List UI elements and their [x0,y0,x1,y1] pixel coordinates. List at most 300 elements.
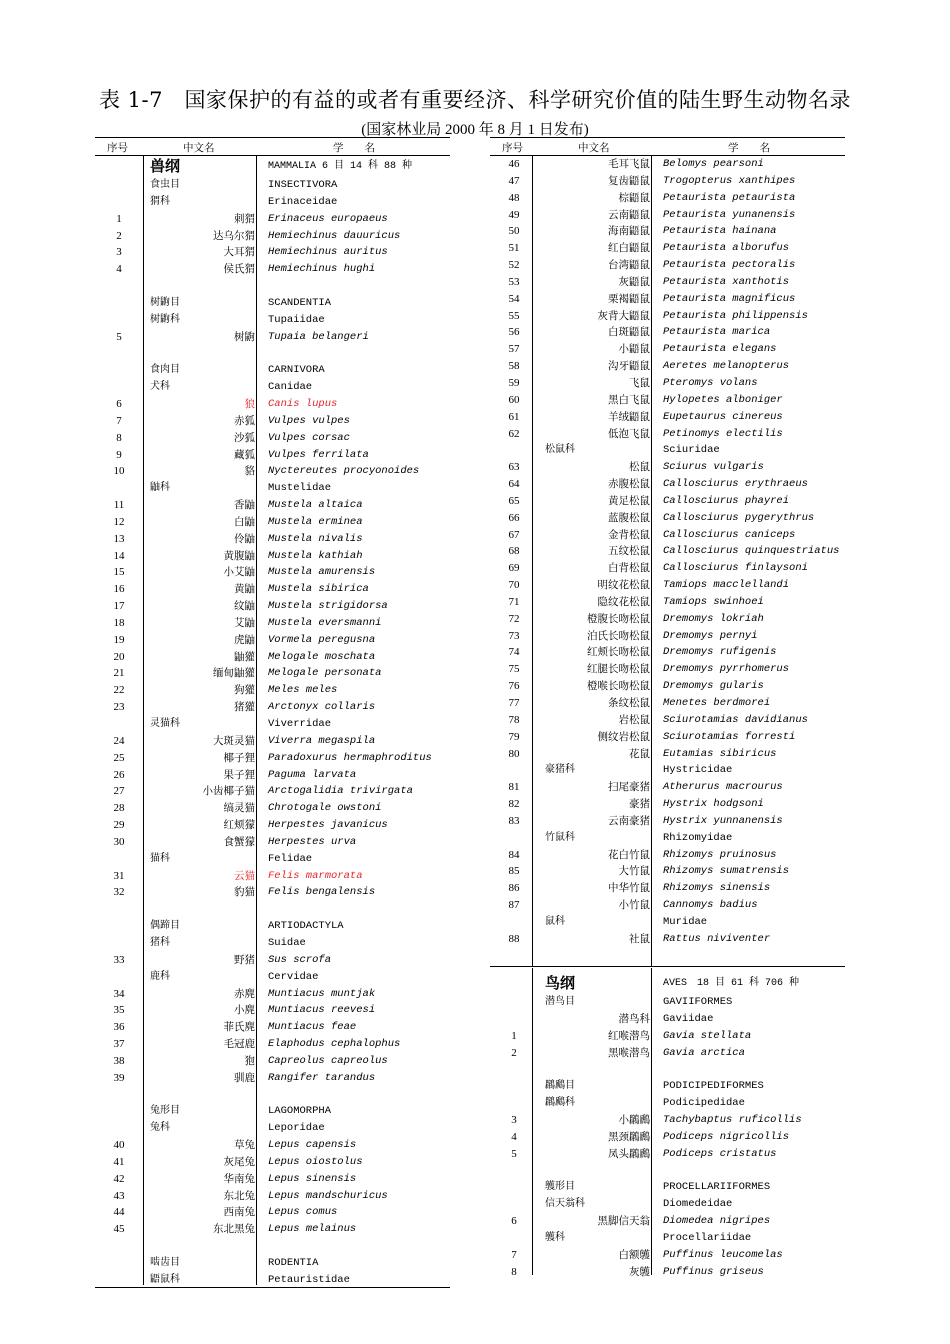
species-sci-name: Lepus sinensis [268,1172,357,1185]
species-cn-name: 东北兔 [223,1189,255,1202]
species-cn-name: 社鼠 [629,932,650,945]
row-number: 7 [116,414,122,427]
taxon-group-name: 松鼠科 [545,444,575,456]
table-row [490,830,845,847]
species-sci-name: Dremomys gularis [663,680,764,693]
row-number: 45 [113,1223,125,1236]
taxon-group-name: 啮齿目 [150,1257,180,1268]
table-row [95,1137,450,1154]
taxon-group-sci: Sciuridae [663,444,720,457]
table-row [95,986,450,1003]
species-cn-name: 金背松鼠 [608,528,650,541]
table-row [490,173,845,190]
species-sci-name: Rhizomys pruinosus [663,848,777,861]
table-row [95,918,450,935]
row-number: 1 [511,1029,517,1042]
table-row [490,973,845,994]
row-number: 65 [508,494,520,507]
table-row [95,261,450,278]
species-cn-name: 大竹鼠 [618,865,650,878]
table-row [490,291,845,308]
species-sci-name: Mustela erminea [268,515,363,528]
species-cn-name: 小齿椰子猫 [202,785,255,798]
taxon-group-name: 鼠科 [545,915,565,927]
row-number: 66 [508,511,520,524]
table-row [95,884,450,901]
table-row [490,392,845,409]
species-cn-name: 羊绒鼯鼠 [608,410,650,423]
table-row [490,324,845,341]
table-row [490,931,845,948]
species-sci-name: Callosciurus caniceps [663,528,796,541]
species-cn-name: 花白竹鼠 [608,848,650,861]
species-cn-name: 灰背大鼯鼠 [597,309,650,322]
species-sci-name: Lepus comus [268,1206,338,1219]
row-number: 60 [508,393,520,406]
table-row [490,257,845,274]
species-cn-name: 刺猬 [234,212,255,225]
row-number: 1 [116,212,122,225]
species-cn-name: 小艾鼬 [223,566,255,579]
species-cn-name: 条纹松鼠 [608,697,650,709]
species-cn-name: 貉 [244,465,255,478]
table-row [490,375,845,392]
table-row [490,762,845,779]
row-number: 24 [113,734,125,747]
class-info: AVES 18 目 61 科 706 种 [663,978,800,989]
species-cn-name: 中华竹鼠 [608,882,650,895]
taxon-group-name: 鸊鷉科 [545,1097,575,1109]
row-number: 16 [113,583,125,596]
row-number: 34 [113,987,125,1000]
table-row [490,510,845,527]
row-number: 53 [508,275,520,288]
species-cn-name: 草兔 [234,1139,255,1152]
species-cn-name: 橙喉长吻松鼠 [587,680,650,693]
table-row [490,1045,845,1062]
species-sci-name: Vulpes corsac [268,431,350,444]
species-cn-name: 驯鹿 [234,1071,255,1084]
species-sci-name: Menetes berdmorei [663,697,771,709]
table-row [95,632,450,649]
row-number: 10 [113,465,125,478]
taxon-group-name: 兔科 [150,1122,170,1134]
species-sci-name: Tamiops macclellandi [663,579,790,592]
table-row [95,682,450,699]
species-cn-name: 红颊长吻松鼠 [587,646,650,659]
species-cn-name: 红腿长吻松鼠 [587,663,650,676]
species-sci-name: Eupetaurus cinereus [663,410,783,423]
row-number: 51 [508,242,520,255]
species-sci-name: Mustela strigidorsa [268,600,388,613]
species-cn-name: 缟灵猫 [223,802,255,815]
species-sci-name: Pteromys volans [663,376,758,389]
taxon-group-sci: Muridae [663,915,708,928]
species-cn-name: 棕鼯鼠 [618,191,650,204]
row-number: 17 [113,600,125,613]
row-number: 18 [113,616,125,629]
species-cn-name: 华南兔 [223,1172,255,1185]
species-sci-name: Tupaia belangeri [268,330,369,343]
taxon-group-sci: Petauristidae [268,1273,350,1286]
table-header [95,137,450,156]
species-sci-name: Callosciurus pygerythrus [663,511,815,524]
species-sci-name: Lepus capensis [268,1139,357,1152]
species-cn-name: 艾鼬 [234,616,255,629]
species-sci-name: Vulpes ferrilata [268,448,369,461]
row-number: 81 [508,781,520,794]
table-row [95,396,450,413]
species-sci-name: Mustela amurensis [268,566,376,579]
row-number: 26 [113,768,125,781]
table-row [95,935,450,952]
table-row [490,1196,845,1213]
species-sci-name: Sciurus vulgaris [663,461,764,474]
row-number: 20 [113,650,125,663]
species-cn-name: 泊氏长吻松鼠 [587,629,650,642]
species-sci-name: Hystrix hodgsoni [663,798,764,811]
row-number: 43 [113,1189,125,1202]
species-sci-name: Callosciurus quinquestriatus [663,545,840,558]
species-sci-name: Vulpes vulpes [268,414,350,427]
row-number: 74 [508,646,520,659]
row-number: 42 [113,1172,125,1185]
species-sci-name: Cannomys badius [663,899,758,912]
taxon-group-sci: Viverridae [268,718,332,730]
row-number: 69 [508,562,520,575]
table-row [490,1162,845,1179]
table-row [490,796,845,813]
table-row [490,661,845,678]
species-cn-name: 灰鼯鼠 [618,275,650,288]
species-sci-name: Tamiops swinhoei [663,595,764,608]
species-cn-name: 黑脚信天翁 [597,1214,650,1227]
species-cn-name: 果子狸 [223,768,255,781]
row-number: 52 [508,259,520,272]
species-list [490,156,845,948]
species-cn-name: 猪獾 [234,701,255,714]
row-number: 12 [113,515,125,528]
table-row [490,190,845,207]
table-row [490,493,845,510]
table-row [490,358,845,375]
species-sci-name: Podiceps cristatus [663,1147,777,1160]
table-row [95,834,450,851]
species-sci-name: Gavia stellata [663,1029,752,1042]
table-row [95,1036,450,1053]
species-sci-name: Atherurus macrourus [663,781,783,794]
table-row [490,628,845,645]
species-cn-name: 沟牙鼯鼠 [608,360,650,373]
species-sci-name: Chrotogale owstoni [268,802,382,815]
class-name: 鸟纲 [545,974,576,992]
species-sci-name: Nyctereutes procyonoides [268,465,420,478]
row-number: 50 [508,225,520,238]
species-sci-name: Mustela eversmanni [268,616,382,629]
table-row [95,362,450,379]
species-cn-name: 潜鸟科 [618,1012,650,1025]
species-cn-name: 蓝腹松鼠 [608,511,650,524]
row-number: 41 [113,1155,125,1168]
row-number: 57 [508,343,520,356]
species-sci-name: Tachybaptus ruficollis [663,1113,802,1126]
row-number: 35 [113,1004,125,1017]
species-cn-name: 松鼠 [629,461,650,474]
table-row [490,476,845,493]
table-row [95,750,450,767]
species-sci-name: Mustela nivalis [268,532,363,545]
species-cn-name: 明纹花松鼠 [597,579,650,592]
taxon-group-sci: Diomedeidae [663,1198,733,1211]
species-cn-name: 达乌尔猬 [213,229,255,242]
table-row [95,345,450,362]
taxon-group-sci: Rhizomyidae [663,831,733,844]
species-sci-name: Callosciurus phayrei [663,494,790,507]
species-cn-name: 红喉潜鸟 [608,1029,650,1042]
row-number: 55 [508,309,520,322]
species-sci-name: Puffinus leucomelas [663,1248,783,1261]
species-cn-name: 小竹鼠 [618,899,650,912]
species-cn-name: 飞鼠 [629,376,650,389]
species-cn-name: 香鼬 [234,499,255,512]
row-number: 56 [508,326,520,339]
species-sci-name: Petaurista philippensis [663,309,808,322]
species-sci-name: Muntiacus reevesi [268,1004,376,1017]
class-name: 兽纲 [150,157,181,175]
taxon-group-name: 灵猫科 [150,718,180,729]
row-number: 4 [116,263,122,276]
table-row [490,594,845,611]
species-sci-name: Arctogalidia trivirgata [268,785,413,798]
taxon-group-name: 竹鼠科 [545,831,575,843]
table-header [490,137,845,156]
species-sci-name: Erinaceus europaeus [268,212,388,225]
species-cn-name: 狼 [244,397,255,410]
table-row [95,548,450,565]
species-sci-name: Mustela kathiah [268,549,363,562]
table-row [95,1204,450,1221]
right-column [490,137,845,1278]
taxon-group-name: 食虫目 [150,179,180,190]
table-row [490,426,845,443]
row-number: 7 [511,1248,517,1261]
species-cn-name: 白鼬 [234,515,255,528]
row-number: 86 [508,882,520,895]
species-sci-name: Meles meles [268,684,338,697]
row-number: 85 [508,865,520,878]
species-cn-name: 凤头鸊鷉 [608,1147,650,1160]
table-row [95,817,450,834]
row-number: 38 [113,1054,125,1067]
row-number: 2 [116,229,122,242]
table-row [95,177,450,194]
table-row [95,733,450,750]
table-row [490,847,845,864]
row-number: 80 [508,747,520,760]
taxon-group-sci: PROCELLARIIFORMES [663,1181,771,1194]
row-number: 59 [508,376,520,389]
table-row [490,897,845,914]
taxon-group-name: 猪科 [150,936,170,948]
species-sci-name: Dremomys pyrrhomerus [663,663,790,676]
table-row [490,611,845,628]
row-number: 3 [116,246,122,259]
species-cn-name: 岩松鼠 [618,713,650,726]
row-number: 37 [113,1038,125,1051]
table-row [95,665,450,682]
row-number: 39 [113,1071,125,1084]
taxon-group-sci: SCANDENTIA [268,296,332,309]
header-sci: 学 名 [728,142,770,154]
species-sci-name: Elaphodus cephalophus [268,1038,401,1051]
species-sci-name: Dremomys rufigenis [663,646,777,659]
species-sci-name: Petaurista alborufus [663,242,790,255]
taxon-group-name: 鼬科 [150,482,170,494]
species-cn-name: 藏狐 [234,448,255,461]
species-cn-name: 台湾鼯鼠 [608,259,650,272]
taxon-group-name: 鹱形目 [545,1181,575,1193]
table-row [95,1171,450,1188]
table-row [95,1154,450,1171]
table-row [95,564,450,581]
row-number: 28 [113,802,125,815]
row-number: 73 [508,629,520,642]
species-cn-name: 赤狐 [234,414,255,427]
taxon-group-name: 信天翁科 [545,1198,585,1210]
species-sci-name: Callosciurus erythraeus [663,478,808,491]
table-row [95,800,450,817]
species-cn-name: 赤麂 [234,987,255,1000]
header-sci: 学 名 [333,142,375,154]
species-sci-name: Rangifer tarandus [268,1071,376,1084]
row-number: 30 [113,835,125,848]
species-cn-name: 东北黑兔 [213,1223,255,1236]
species-sci-name: Lepus melainus [268,1223,357,1236]
species-sci-name: Rhizomys sinensis [663,882,771,895]
table-row [95,312,450,329]
species-cn-name: 低泡飞鼠 [608,427,650,440]
species-cn-name: 菲氏麂 [223,1021,255,1034]
bird-list [490,973,845,1280]
row-number: 25 [113,751,125,764]
table-row [95,329,450,346]
species-cn-name: 海南鼯鼠 [608,225,650,238]
table-row [490,1264,845,1281]
species-cn-name: 狍 [244,1054,255,1067]
table-row [95,463,450,480]
table-row [490,994,845,1011]
species-sci-name: Diomedea nigripes [663,1214,771,1227]
row-number: 6 [511,1214,517,1227]
table-row [95,211,450,228]
taxon-group-sci: GAVIIFORMES [663,996,733,1008]
species-cn-name: 灰尾兔 [223,1155,255,1168]
table-row [490,527,845,544]
species-cn-name: 西南兔 [223,1206,255,1219]
taxon-group-name: 树鼩目 [150,296,180,308]
row-number: 68 [508,545,520,558]
table-row [490,729,845,746]
row-number: 83 [508,814,520,827]
row-number: 84 [508,848,520,861]
species-sci-name: Canis lupus [268,397,338,410]
taxon-group-sci: PODICIPEDIFORMES [663,1080,764,1093]
species-sci-name: Viverra megaspila [268,734,376,747]
row-number: 8 [116,431,122,444]
table-row [490,1179,845,1196]
bottom-rule [95,1287,450,1288]
table-row [95,952,450,969]
species-cn-name: 豹猫 [234,886,255,899]
table-row [95,1087,450,1104]
species-sci-name: Felis marmorata [268,869,363,882]
species-cn-name: 花鼠 [629,747,650,760]
table-row [490,442,845,459]
table-row [95,581,450,598]
row-number: 72 [508,612,520,625]
table-row [95,480,450,497]
species-cn-name: 缅甸鼬獾 [213,667,255,680]
table-row [95,447,450,464]
table-row [95,194,450,211]
species-sci-name: Petaurista hainana [663,225,777,238]
table-row [490,1095,845,1112]
species-sci-name: Capreolus capreolus [268,1054,388,1067]
table-row [95,1221,450,1238]
row-number: 4 [511,1130,517,1143]
species-cn-name: 食蟹獴 [223,835,255,848]
row-number: 23 [113,701,125,714]
species-sci-name: Paguma larvata [268,768,357,781]
row-number: 2 [511,1046,517,1059]
species-cn-name: 大耳猬 [223,246,255,259]
table-row [95,1238,450,1255]
table-row [490,1247,845,1264]
table-row [490,308,845,325]
taxon-group-name: 犬科 [150,381,170,393]
table-row [95,228,450,245]
table-row [95,278,450,295]
species-cn-name: 黑喉潜鸟 [608,1046,650,1059]
species-cn-name: 伶鼬 [234,532,255,545]
table-row [490,1213,845,1230]
species-cn-name: 侧纹岩松鼠 [597,730,650,743]
taxon-group-name: 食肉目 [150,364,180,376]
table-row [95,244,450,261]
taxon-group-sci: Erinaceidae [268,195,338,208]
species-sci-name: Eutamias sibiricus [663,747,777,760]
species-cn-name: 红颊獴 [223,819,255,832]
taxon-group-name: 鸊鷉目 [545,1080,575,1092]
species-cn-name: 黑颈鸊鷉 [608,1130,650,1143]
taxon-group-name: 鹿科 [150,970,170,982]
species-cn-name: 五纹松鼠 [608,545,650,558]
species-cn-name: 云南豪猪 [608,814,650,827]
taxon-group-name: 树鼩科 [150,313,180,325]
species-cn-name: 树鼩 [234,330,255,343]
species-sci-name: Rhizomys sumatrensis [663,865,790,878]
row-number: 54 [508,292,520,305]
row-number: 63 [508,461,520,474]
table-row [95,379,450,396]
species-list [95,156,450,1289]
species-cn-name: 纹鼬 [234,600,255,613]
species-cn-name: 黄鼬 [234,583,255,596]
species-sci-name: Aeretes melanopterus [663,360,790,373]
table-row [490,863,845,880]
table-row [95,413,450,430]
taxon-group-sci: Suidae [268,936,306,949]
